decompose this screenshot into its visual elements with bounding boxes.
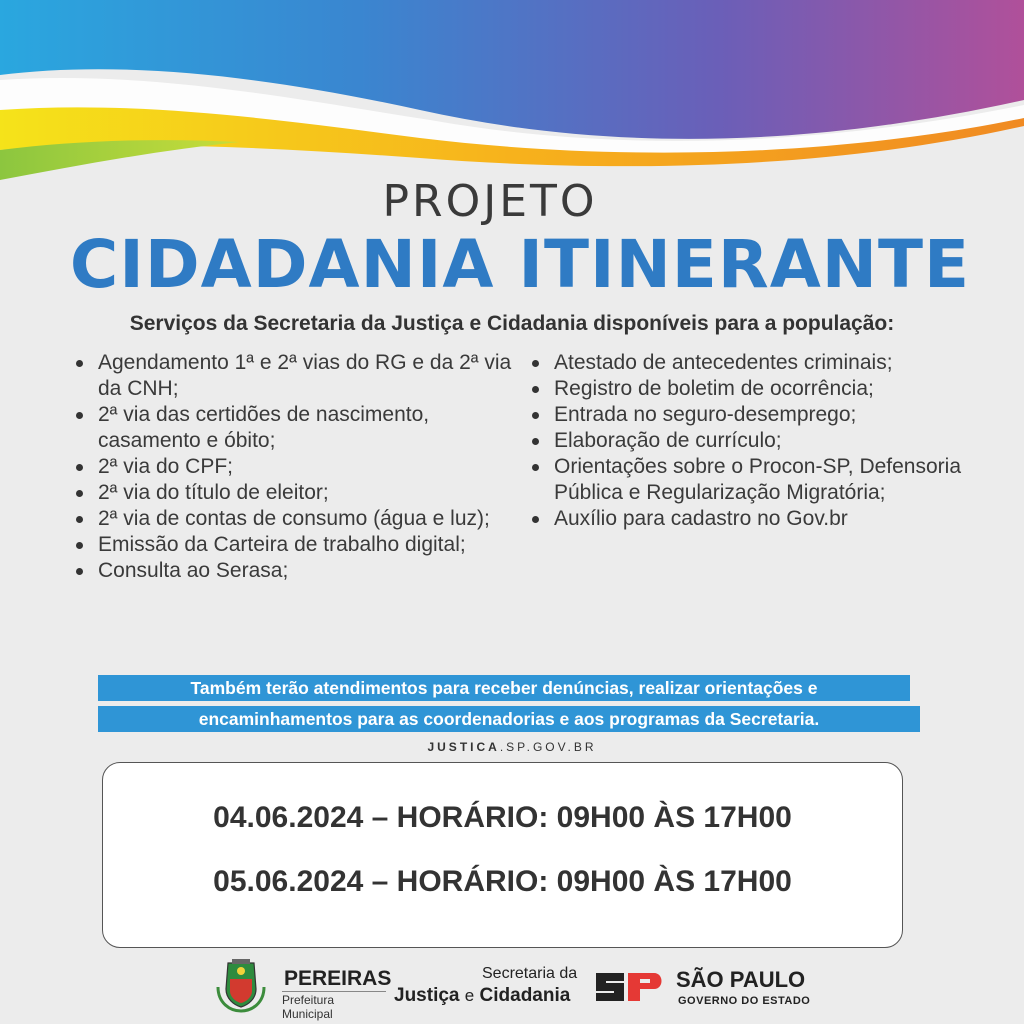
secretaria-cidadania: Cidadania <box>479 985 571 1006</box>
pereiras-subtitle: Prefeitura Municipal <box>282 991 386 1021</box>
schedule-box <box>102 762 903 948</box>
notice-line-1: Também terão atendimentos para receber denúncias, realizar orientações e <box>98 675 910 701</box>
list-item: Entrada no seguro-desemprego; <box>528 402 988 428</box>
list-item: Emissão da Carteira de trabalho digital; <box>72 532 522 558</box>
website-url-rest: .SP.GOV.BR <box>499 740 597 754</box>
sp-name: SÃO PAULO <box>676 967 806 992</box>
list-item: Atestado de antecedentes criminais; <box>528 350 988 376</box>
list-item: Consulta ao Serasa; <box>72 558 522 584</box>
list-item: Elaboração de currículo; <box>528 428 988 454</box>
secretaria-name <box>394 985 570 1007</box>
schedule-date-2: 05.06.2024 – HORÁRIO: 09H00 ÀS 17H00 <box>213 865 792 898</box>
website-url <box>0 740 1024 754</box>
pereiras-crest-icon <box>212 957 270 1013</box>
sp-logo-icon <box>594 967 666 1005</box>
list-item: 2ª via do CPF; <box>72 454 522 480</box>
services-list-left <box>72 350 522 584</box>
list-item: Agendamento 1ª e 2ª vias do RG e da 2ª via da CNH; <box>72 350 522 402</box>
secretaria-label: Secretaria da <box>482 965 578 982</box>
list-item: 2ª via de contas de consumo (água e luz); <box>72 506 522 532</box>
footer-logos <box>0 955 1024 1019</box>
services-list-right <box>528 350 988 532</box>
rainbow-wave-banner <box>0 0 1024 200</box>
list-item: Orientações sobre o Procon-SP, Defensoria Pública e Regularização Migratória; <box>528 454 988 506</box>
sp-subtitle: GOVERNO DO ESTADO <box>678 995 811 1007</box>
list-item: 2ª via do título de eleitor; <box>72 480 522 506</box>
list-item: Auxílio para cadastro no Gov.br <box>528 506 988 532</box>
project-title: CIDADANIA ITINERANTE <box>69 226 971 303</box>
services-heading: Serviços da Secretaria da Justiça e Cidadania disponíveis para a população: <box>129 312 895 335</box>
pereiras-name: PEREIRAS <box>284 967 392 990</box>
list-item: 2ª via das certidões de nascimento, casamento e óbito; <box>72 402 522 454</box>
notice-line-2: encaminhamentos para as coordenadorias e aos programas da Secretaria. <box>98 706 920 732</box>
schedule-date-1: 04.06.2024 – HORÁRIO: 09H00 ÀS 17H00 <box>213 801 792 834</box>
project-label: PROJETO <box>382 176 598 227</box>
secretaria-justica: Justiça <box>394 985 460 1006</box>
list-item: Registro de boletim de ocorrência; <box>528 376 988 402</box>
secretaria-e: e <box>464 986 475 1005</box>
website-url-bold: JUSTICA <box>427 740 500 754</box>
